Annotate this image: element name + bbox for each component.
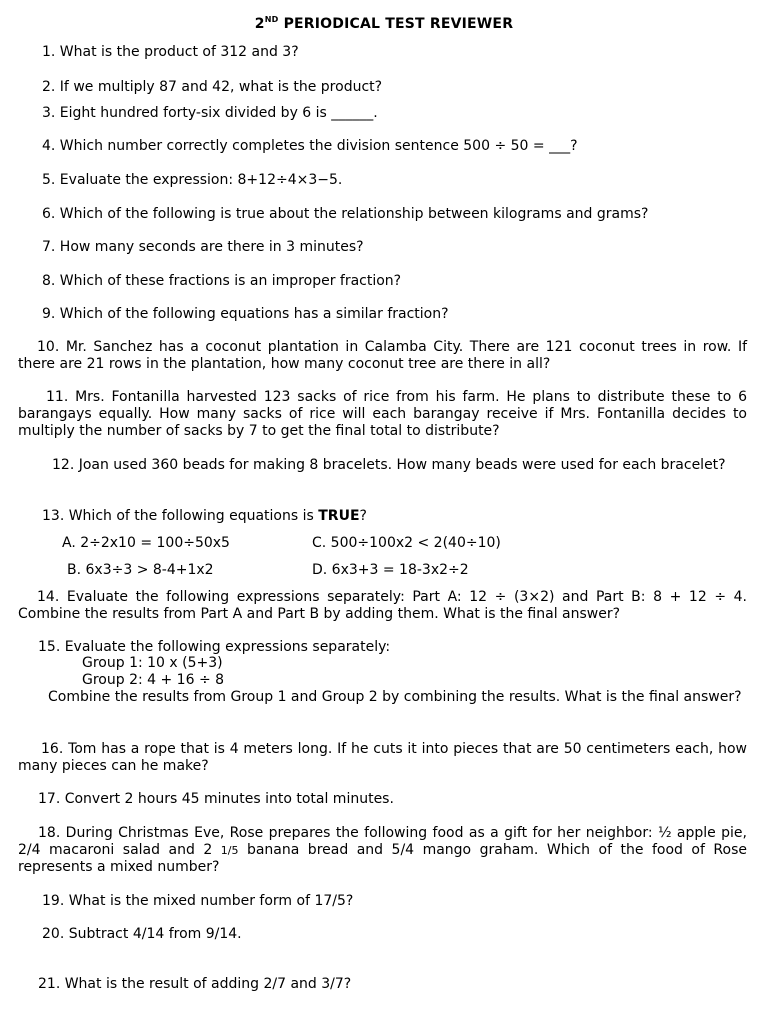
question-18: 18. During Christmas Eve, Rose prepares the following food as a gift for her neighbor: ½ apple pie, 2/4 macaroni salad and 2 1/5 banana bread and 5/4 mango graham. Which of the food of Rose represents a mixed number? [18, 825, 747, 875]
question-15: 15. Evaluate the following expressions separately: [38, 639, 391, 655]
question-21: 21. What is the result of adding 2/7 and 3/7? [38, 976, 352, 992]
q15-instructions: Combine the results from Group 1 and Group 2 by combining the results. What is the final answer? [48, 689, 742, 705]
q13-option-b: B. 6x3÷3 > 8-4+1x2 [67, 562, 214, 578]
q13-option-a: A. 2÷2x10 = 100÷50x5 [62, 535, 230, 551]
q13-option-c: C. 500÷100x2 < 2(40÷10) [312, 535, 501, 551]
question-8: 8. Which of these fractions is an improper fraction? [42, 273, 402, 289]
q13-option-d: D. 6x3+3 = 18-3x2÷2 [312, 562, 469, 578]
question-17: 17. Convert 2 hours 45 minutes into total minutes. [38, 791, 394, 807]
question-12: 12. Joan used 360 beads for making 8 bracelets. How many beads were used for each bracelet? [52, 457, 726, 473]
question-10: 10. Mr. Sanchez has a coconut plantation in Calamba City. There are 121 coconut trees in row. If there are 21 rows in the plantation, how many coconut tree are there in all? [18, 339, 747, 372]
question-5: 5. Evaluate the expression: 8+12÷4×3−5. [42, 172, 343, 188]
question-16: 16. Tom has a rope that is 4 meters long. If he cuts it into pieces that are 50 centimeters each, how many pieces can he make? [18, 741, 747, 774]
question-9: 9. Which of the following equations has a similar fraction? [42, 306, 449, 322]
question-3: 3. Eight hundred forty-six divided by 6 is ______. [42, 105, 378, 121]
question-4: 4. Which number correctly completes the division sentence 500 ÷ 50 = ___? [42, 138, 578, 154]
page-title: 2ND PERIODICAL TEST REVIEWER [254, 15, 514, 32]
question-7: 7. How many seconds are there in 3 minutes? [42, 239, 364, 255]
question-19: 19. What is the mixed number form of 17/5? [42, 893, 354, 909]
question-2: 2. If we multiply 87 and 42, what is the product? [42, 79, 383, 95]
question-20: 20. Subtract 4/14 from 9/14. [42, 926, 242, 942]
question-6: 6. Which of the following is true about the relationship between kilograms and grams? [42, 206, 649, 222]
q15-group-2: Group 2: 4 + 16 ÷ 8 [82, 672, 225, 688]
question-1: 1. What is the product of 312 and 3? [42, 44, 299, 60]
question-11: 11. Mrs. Fontanilla harvested 123 sacks of rice from his farm. He plans to distribute these to 6 barangays equally. How many sacks of rice will each barangay receive if Mrs. Fontanilla decides to multiply the number of sacks by 7 to get the final total to distribute? [18, 389, 747, 439]
question-14: 14. Evaluate the following expressions separately: Part A: 12 ÷ (3×2) and Part B: 8 + 12 ÷ 4. Combine the results from Part A and Part B by adding them. What is the final answer? [18, 589, 747, 622]
q15-group-1: Group 1: 10 x (5+3) [82, 655, 223, 671]
question-13: 13. Which of the following equations is TRUE? [42, 508, 367, 524]
